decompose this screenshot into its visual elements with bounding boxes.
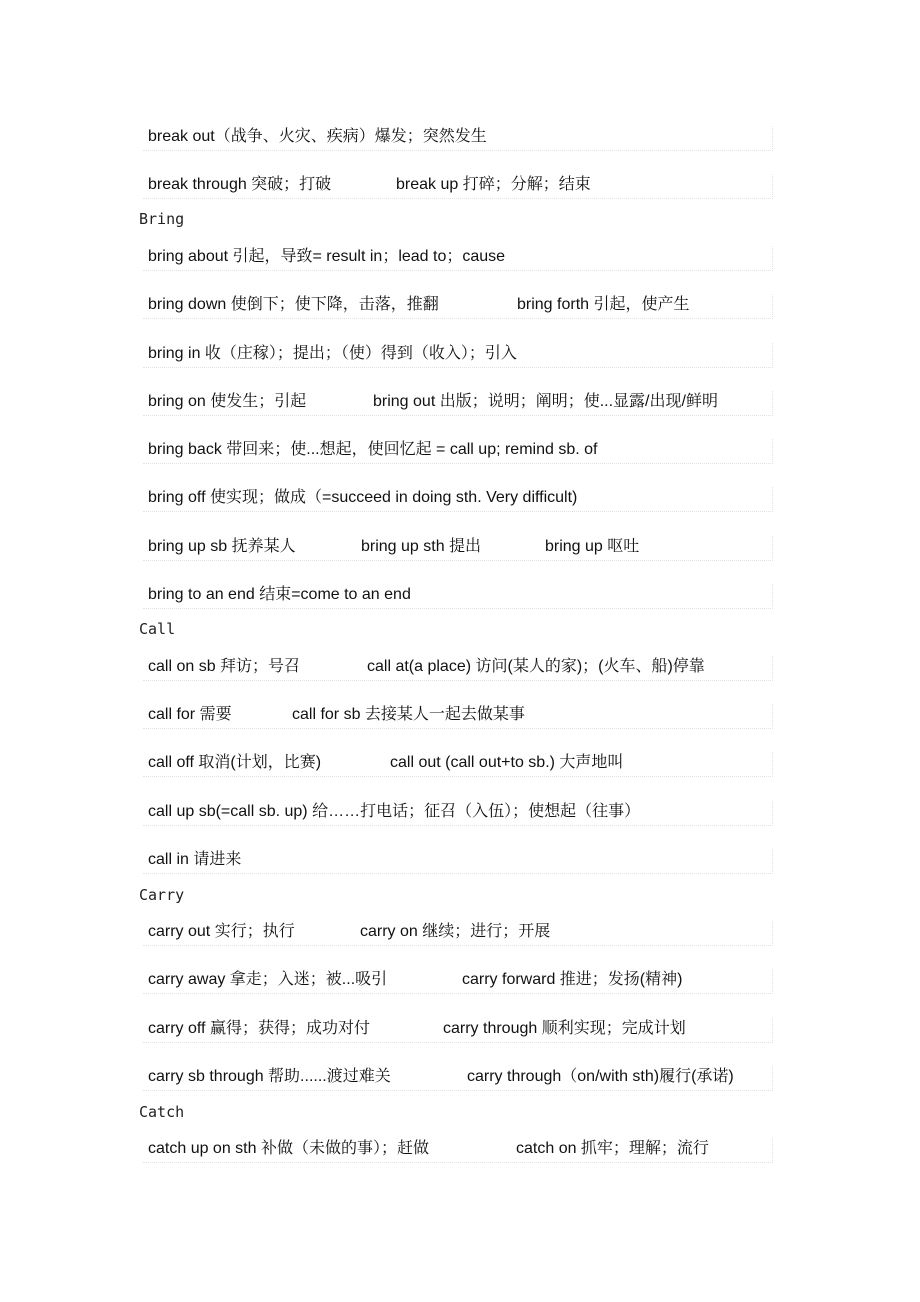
entry: call on sb 拜访；号召 (148, 658, 301, 675)
entry: call up sb(=call sb. up) 给……打电话；征召（入伍）；使想起（往事） (148, 803, 641, 820)
entry-row (143, 487, 773, 512)
entry-row (143, 174, 773, 199)
entry: break up 打碎；分解；结束 (396, 176, 591, 193)
entry: catch up on sth 补做（未做的事）；赶做 (148, 1140, 429, 1157)
entry: bring back 带回来；使...想起，使回忆起 = call up; remind sb. of (148, 441, 598, 458)
entry: bring down 使倒下；使下降，击落，推翻 (148, 296, 439, 313)
entry: bring up sb 抚养某人 (148, 538, 296, 555)
entry-row (143, 752, 773, 777)
entry-row (143, 1138, 773, 1163)
entry: call in 请进来 (148, 851, 242, 868)
entry-row (143, 921, 773, 946)
entry: carry forward 推进；发扬(精神) (462, 971, 683, 988)
entry: break out（战争、火灾、疾病）爆发；突然发生 (148, 128, 487, 145)
entry-row (143, 969, 773, 994)
entry-row (143, 849, 773, 874)
entry-row (143, 439, 773, 464)
entry: carry off 赢得；获得；成功对付 (148, 1020, 370, 1037)
entry: catch on 抓牢；理解；流行 (516, 1140, 709, 1157)
entry: bring forth 引起，使产生 (517, 296, 690, 313)
entry: call for sb 去接某人一起去做某事 (292, 706, 525, 723)
entry: bring out 出版；说明；阐明；使...显露/出现/鲜明 (373, 393, 718, 410)
entry-row (143, 391, 773, 416)
entry: call at(a place) 访问(某人的家)；(火车、船)停靠 (367, 658, 705, 675)
entry: call out (call out+to sb.) 大声地叫 (390, 754, 624, 771)
section-heading: Call (139, 620, 176, 638)
entry: bring up 呕吐 (545, 538, 640, 555)
entry: bring on 使发生；引起 (148, 393, 307, 410)
entry: carry sb through 帮助......渡过难关 (148, 1068, 391, 1085)
section-heading: Bring (139, 210, 185, 228)
entry-row (143, 126, 773, 151)
entry: bring to an end 结束=come to an end (148, 586, 411, 603)
entry: bring up sth 提出 (361, 538, 482, 555)
entry-row (143, 801, 773, 826)
entry: bring off 使实现；做成（=succeed in doing sth. Very difficult) (148, 489, 578, 506)
entry: carry on 继续；进行；开展 (360, 923, 551, 940)
entry: carry through 顺利实现；完成计划 (443, 1020, 686, 1037)
entry: break through 突破；打破 (148, 176, 332, 193)
entry: carry out 实行；执行 (148, 923, 295, 940)
entry: bring about 引起，导致= result in；lead to；cause (148, 248, 506, 265)
entry: bring in 收（庄稼）；提出；（使）得到（收入）；引入 (148, 345, 517, 362)
entry-row (143, 1018, 773, 1043)
entry: call off 取消(计划，比赛) (148, 754, 322, 771)
entry-row (143, 584, 773, 609)
entry: call for 需要 (148, 706, 232, 723)
entry-row (143, 294, 773, 319)
entry-row (143, 246, 773, 271)
entry-row (143, 1066, 773, 1091)
entry-row (143, 343, 773, 368)
section-heading: Catch (139, 1103, 185, 1121)
entry-row (143, 536, 773, 561)
entry-row (143, 704, 773, 729)
entry-row (143, 656, 773, 681)
entry: carry through（on/with sth)履行(承诺) (467, 1068, 734, 1085)
section-heading: Carry (139, 886, 185, 904)
entry: carry away 拿走；入迷；被...吸引 (148, 971, 388, 988)
